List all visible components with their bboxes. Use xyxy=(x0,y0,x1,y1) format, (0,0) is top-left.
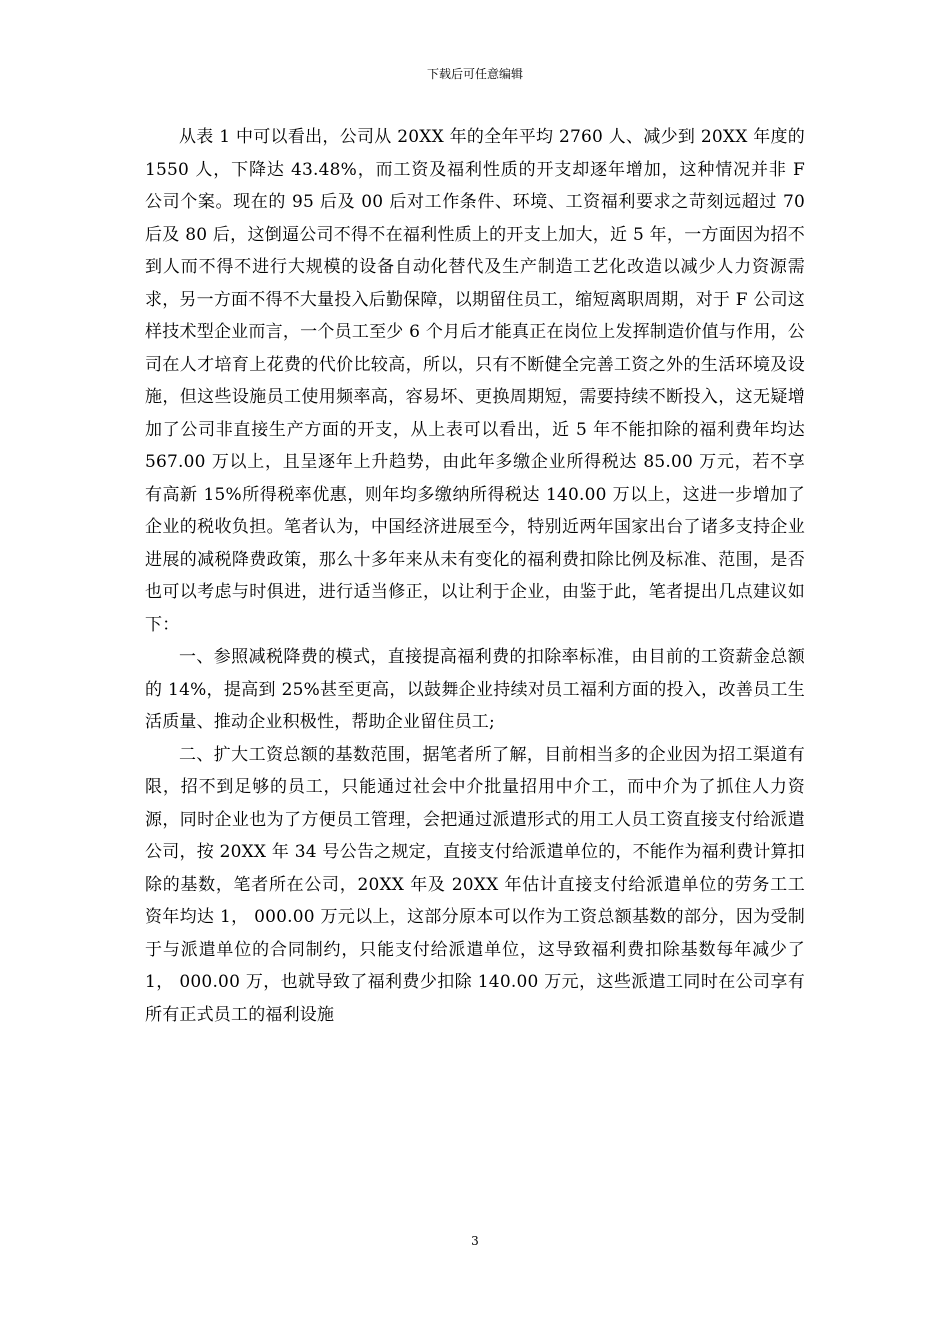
body-paragraph-1: 从表 1 中可以看出，公司从 20XX 年的全年平均 2760 人、减少到 20XX 年度的 1550 人，下降达 43.48%，而工资及福利性质的开支却逐年增加，这种情况并非 F 公司个案。现在的 95 后及 00 后对工作条件、环境、工资福利要求之苛刻远超过 70 后及 80 后，这倒逼公司不得不在福利性质上的开支上加大，近 5 年，一方面因为招不到人而不得不进行大规模的设备自动化替代及生产制造工艺化改造以减少人力资源需求，另一方面不得不大量投入后勤保障，以期留住员工，缩短离职周期，对于 F 公司这样技术型企业而言，一个员工至少 6 个月后才能真正在岗位上发挥制造价值与作用，公司在人才培育上花费的代价比较高，所以，只有不断健全完善工资之外的生活环境及设施，但这些设施员工使用频率高，容易坏、更换周期短，需要持续不断投入，这无疑增加了公司非直接生产方面的开支，从上表可以看出，近 5 年不能扣除的福利费年均达 567.00 万以上，且呈逐年上升趋势，由此年多缴企业所得税达 85.00 万元，若不享有高新 15%所得税率优惠，则年均多缴纳所得税达 140.00 万以上，这进一步增加了企业的税收负担。笔者认为，中国经济进展至今，特别近两年国家出台了诸多支持企业进展的减税降费政策，那么十多年来从未有变化的福利费扣除比例及标准、范围，是否也可以考虑与时俱进，进行适当修正，以让利于企业，由鉴于此，笔者提出几点建议如下： xyxy=(145,127,805,635)
body-paragraph-3: 二、扩大工资总额的基数范围，据笔者所了解，目前相当多的企业因为招工渠道有限，招不到足够的员工，只能通过社会中介批量招用中介工，而中介为了抓住人力资源，同时企业也为了方便员工管理，会把通过派遣形式的用工人员工资直接支付给派遣公司，按 20XX 年 34 号公告之规定，直接支付给派遣单位的，不能作为福利费计算扣除的基数，笔者所在公司，20XX 年及 20XX 年估计直接支付给派遣单位的劳务工工资年均达 1， 000.00 万元以上，这部分原本可以作为工资总额基数的部分，因为受制于与派遣单位的合同制约，只能支付给派遣单位，这导致福利费扣除基数每年减少了 1， 000.00 万，也就导致了福利费少扣除 140.00 万元，这些派遣工同时在公司享有所有正式员工的福利设施 xyxy=(145,744,805,1025)
page-header: 下载后可任意编辑 xyxy=(426,67,523,81)
document-body xyxy=(145,121,805,1031)
page-number: 3 xyxy=(471,1234,479,1248)
body-paragraph-2: 一、参照减税降费的模式，直接提高福利费的扣除率标准，由目前的工资薪金总额的 14%，提高到 25%甚至更高，以鼓舞企业持续对员工福利方面的投入，改善员工生活质量、推动企业积极性，帮助企业留住员工; xyxy=(145,647,805,732)
